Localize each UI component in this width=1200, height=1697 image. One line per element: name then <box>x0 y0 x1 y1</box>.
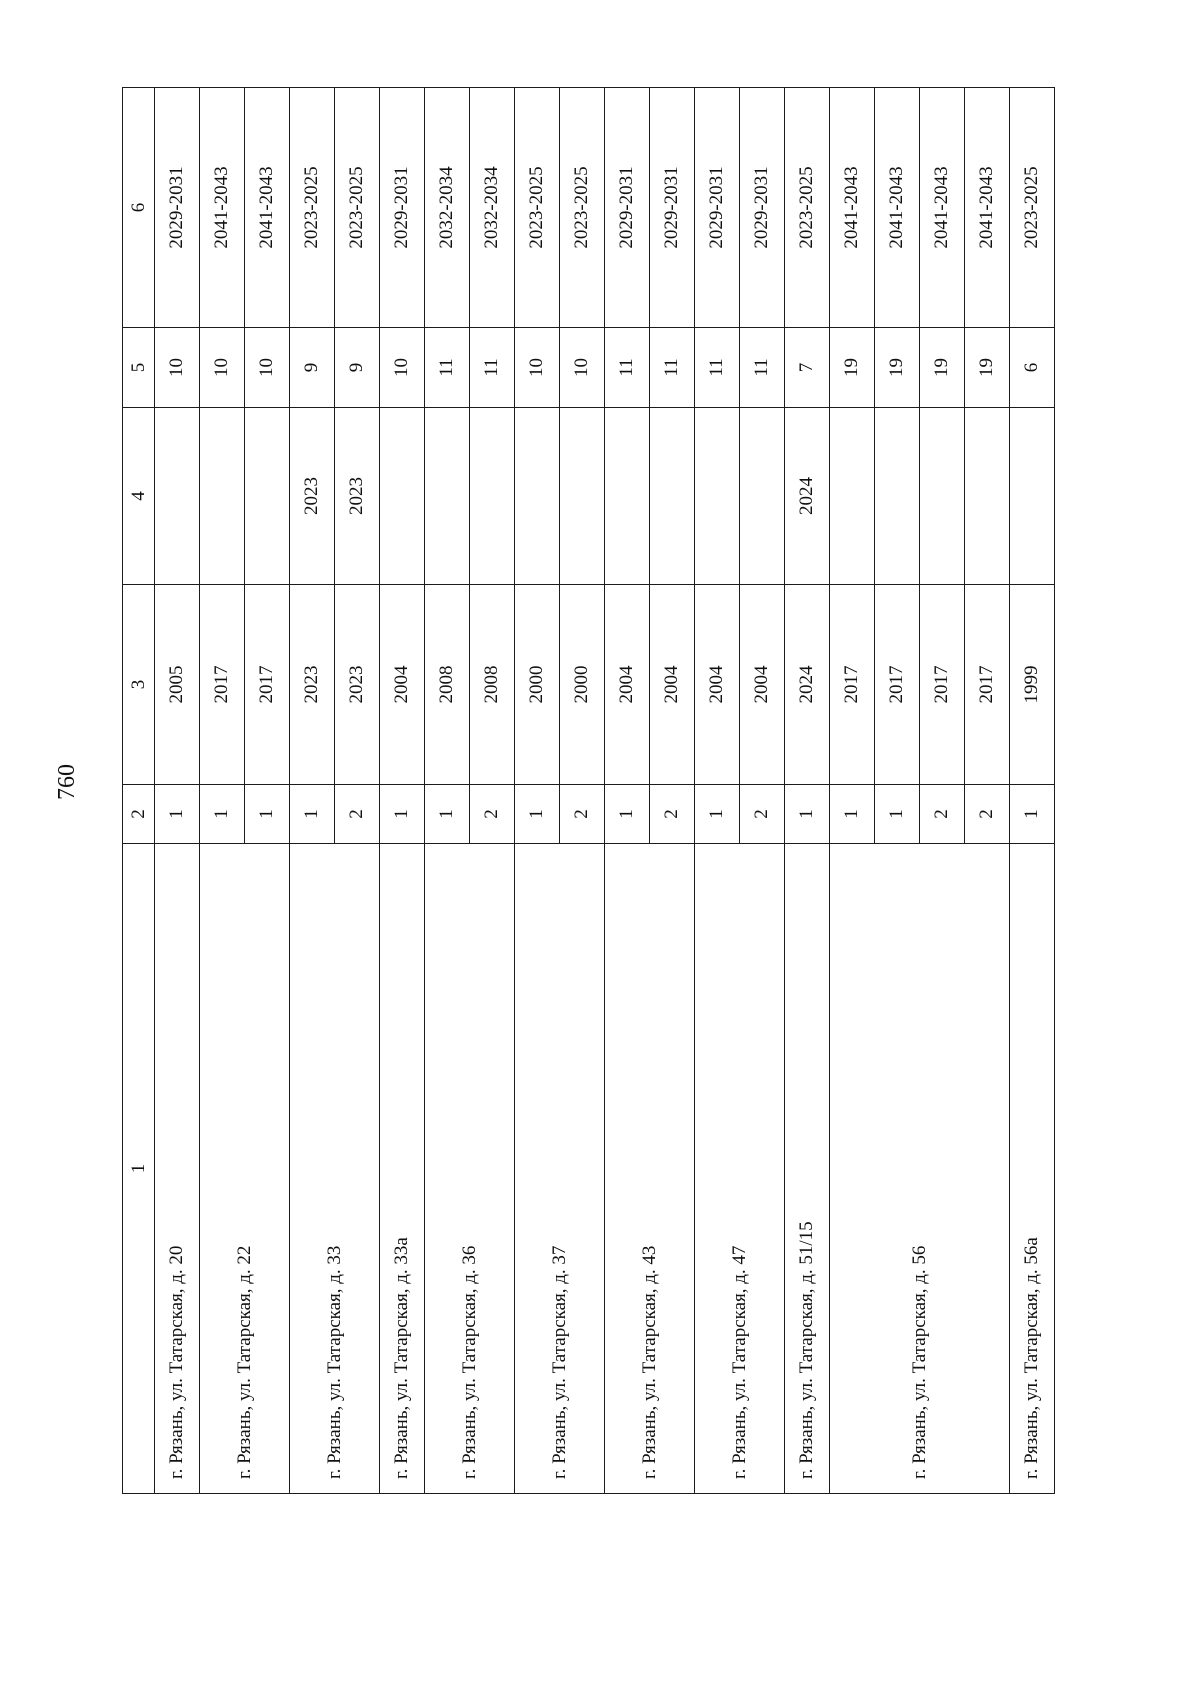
cell-c5: 11 <box>650 328 695 408</box>
table-row <box>695 88 740 1494</box>
cell-c5: 11 <box>740 328 785 408</box>
table-row <box>380 88 425 1494</box>
cell-c4 <box>920 408 965 585</box>
table-row <box>425 88 470 1494</box>
cell-c2: 1 <box>290 785 335 844</box>
cell-c5: 10 <box>200 328 245 408</box>
cell-c5: 10 <box>245 328 290 408</box>
cell-c3: 2004 <box>650 585 695 785</box>
cell-c4: 2023 <box>335 408 380 585</box>
cell-c2: 1 <box>155 785 200 844</box>
cell-c4 <box>695 408 740 585</box>
data-table <box>122 87 1055 1494</box>
cell-c3: 2017 <box>200 585 245 785</box>
cell-c3: 2017 <box>920 585 965 785</box>
table-row <box>155 88 200 1494</box>
cell-c4 <box>425 408 470 585</box>
cell-c6: 2029-2031 <box>380 88 425 328</box>
cell-c5: 9 <box>290 328 335 408</box>
cell-c5: 7 <box>785 328 830 408</box>
cell-c5: 6 <box>1010 328 1055 408</box>
cell-c5: 10 <box>515 328 560 408</box>
cell-c3: 2004 <box>695 585 740 785</box>
col-header-6: 6 <box>123 88 155 328</box>
cell-c4: 2024 <box>785 408 830 585</box>
cell-c2: 1 <box>830 785 875 844</box>
cell-c2: 1 <box>200 785 245 844</box>
cell-c6: 2041-2043 <box>830 88 875 328</box>
cell-c2: 2 <box>335 785 380 844</box>
table-body <box>155 88 1055 1494</box>
address-cell: г. Рязань, ул. Татарская, д. 51/15 <box>785 844 830 1494</box>
cell-c4 <box>245 408 290 585</box>
cell-c6: 2023-2025 <box>560 88 605 328</box>
cell-c4 <box>200 408 245 585</box>
cell-c5: 10 <box>560 328 605 408</box>
table-row <box>200 88 245 1494</box>
cell-c4 <box>650 408 695 585</box>
cell-c6: 2041-2043 <box>245 88 290 328</box>
cell-c3: 2005 <box>155 585 200 785</box>
cell-c6: 2029-2031 <box>740 88 785 328</box>
cell-c5: 19 <box>875 328 920 408</box>
cell-c5: 10 <box>155 328 200 408</box>
address-cell: г. Рязань, ул. Татарская, д. 43 <box>605 844 695 1494</box>
cell-c4 <box>1010 408 1055 585</box>
cell-c3: 2024 <box>785 585 830 785</box>
cell-c5: 11 <box>605 328 650 408</box>
cell-c4 <box>830 408 875 585</box>
cell-c3: 2023 <box>335 585 380 785</box>
col-header-1: 1 <box>123 844 155 1494</box>
cell-c6: 2032-2034 <box>425 88 470 328</box>
cell-c2: 1 <box>245 785 290 844</box>
cell-c2: 2 <box>650 785 695 844</box>
cell-c2: 1 <box>1010 785 1055 844</box>
col-header-3: 3 <box>123 585 155 785</box>
cell-c4 <box>740 408 785 585</box>
address-cell: г. Рязань, ул. Татарская, д. 37 <box>515 844 605 1494</box>
cell-c6: 2029-2031 <box>605 88 650 328</box>
cell-c6: 2041-2043 <box>875 88 920 328</box>
cell-c2: 2 <box>560 785 605 844</box>
cell-c3: 2017 <box>875 585 920 785</box>
cell-c3: 2023 <box>290 585 335 785</box>
header-row <box>123 88 155 1494</box>
cell-c2: 1 <box>875 785 920 844</box>
cell-c2: 1 <box>785 785 830 844</box>
cell-c3: 2017 <box>965 585 1010 785</box>
cell-c4 <box>875 408 920 585</box>
cell-c5: 19 <box>830 328 875 408</box>
table-row <box>290 88 335 1494</box>
cell-c3: 1999 <box>1010 585 1055 785</box>
cell-c4 <box>155 408 200 585</box>
cell-c5: 19 <box>920 328 965 408</box>
address-cell: г. Рязань, ул. Татарская, д. 33 <box>290 844 380 1494</box>
cell-c6: 2029-2031 <box>695 88 740 328</box>
cell-c6: 2023-2025 <box>290 88 335 328</box>
cell-c6: 2032-2034 <box>470 88 515 328</box>
cell-c2: 1 <box>380 785 425 844</box>
cell-c3: 2004 <box>380 585 425 785</box>
cell-c2: 1 <box>605 785 650 844</box>
cell-c2: 1 <box>515 785 560 844</box>
cell-c6: 2041-2043 <box>920 88 965 328</box>
table-row <box>830 88 875 1494</box>
table-row <box>515 88 560 1494</box>
cell-c6: 2041-2043 <box>200 88 245 328</box>
cell-c4 <box>965 408 1010 585</box>
address-cell: г. Рязань, ул. Татарская, д. 36 <box>425 844 515 1494</box>
cell-c6: 2041-2043 <box>965 88 1010 328</box>
address-cell: г. Рязань, ул. Татарская, д. 56 <box>830 844 1010 1494</box>
cell-c3: 2000 <box>560 585 605 785</box>
table-row <box>785 88 830 1494</box>
address-cell: г. Рязань, ул. Татарская, д. 22 <box>200 844 290 1494</box>
cell-c4 <box>470 408 515 585</box>
cell-c5: 11 <box>425 328 470 408</box>
table-row <box>1010 88 1055 1494</box>
cell-c4 <box>605 408 650 585</box>
col-header-4: 4 <box>123 408 155 585</box>
address-cell: г. Рязань, ул. Татарская, д. 47 <box>695 844 785 1494</box>
cell-c4: 2023 <box>290 408 335 585</box>
cell-c3: 2008 <box>425 585 470 785</box>
cell-c3: 2004 <box>740 585 785 785</box>
cell-c6: 2023-2025 <box>785 88 830 328</box>
cell-c3: 2017 <box>830 585 875 785</box>
cell-c6: 2029-2031 <box>650 88 695 328</box>
cell-c4 <box>380 408 425 585</box>
cell-c6: 2023-2025 <box>1010 88 1055 328</box>
cell-c2: 2 <box>740 785 785 844</box>
address-cell: г. Рязань, ул. Татарская, д. 33а <box>380 844 425 1494</box>
cell-c6: 2029-2031 <box>155 88 200 328</box>
cell-c2: 2 <box>470 785 515 844</box>
address-cell: г. Рязань, ул. Татарская, д. 20 <box>155 844 200 1494</box>
cell-c2: 2 <box>965 785 1010 844</box>
cell-c4 <box>515 408 560 585</box>
cell-c3: 2000 <box>515 585 560 785</box>
cell-c5: 10 <box>380 328 425 408</box>
col-header-2: 2 <box>123 785 155 844</box>
cell-c3: 2008 <box>470 585 515 785</box>
cell-c5: 19 <box>965 328 1010 408</box>
address-cell: г. Рязань, ул. Татарская, д. 56а <box>1010 844 1055 1494</box>
cell-c5: 11 <box>470 328 515 408</box>
cell-c2: 1 <box>695 785 740 844</box>
cell-c2: 1 <box>425 785 470 844</box>
rotated-table-wrapper <box>122 88 1051 1494</box>
cell-c2: 2 <box>920 785 965 844</box>
cell-c6: 2023-2025 <box>515 88 560 328</box>
cell-c4 <box>560 408 605 585</box>
col-header-5: 5 <box>123 328 155 408</box>
table-row <box>605 88 650 1494</box>
cell-c3: 2017 <box>245 585 290 785</box>
cell-c5: 11 <box>695 328 740 408</box>
cell-c5: 9 <box>335 328 380 408</box>
cell-c6: 2023-2025 <box>335 88 380 328</box>
cell-c3: 2004 <box>605 585 650 785</box>
page-number: 760 <box>54 764 80 800</box>
